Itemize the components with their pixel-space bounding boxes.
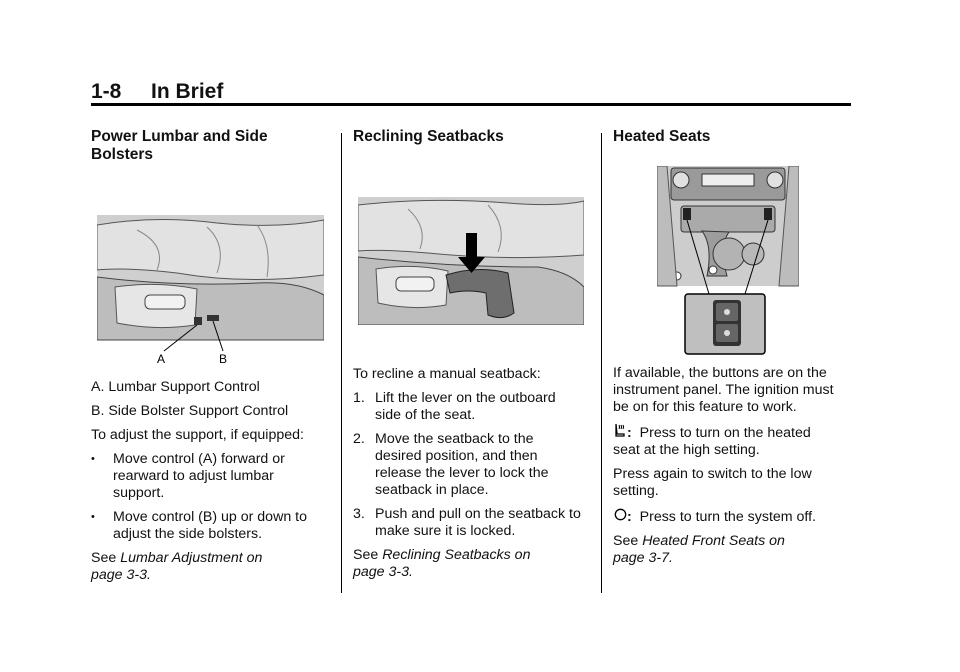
column-lumbar [91, 128, 331, 164]
column-heated [613, 128, 863, 146]
page-number: 1-8 [91, 80, 122, 103]
callout-a: A [157, 352, 166, 365]
heated-reference-link[interactable]: Heated Front Seats on [642, 533, 785, 549]
lumbar-reference-link[interactable]: Lumbar Adjustment on [120, 550, 263, 566]
lumbar-item-a: A. Lumbar Support Control [91, 379, 260, 395]
reclining-seat-illustration [358, 197, 584, 325]
reclining-step-2: 2. Move the seatback to the desired position, and then release the lever to lock the seatback in place. [353, 431, 549, 498]
lumbar-control-a [194, 317, 202, 325]
heated-on-instruction: : Press to turn on the heated seat at the high setting. [613, 425, 811, 458]
lumbar-body [91, 379, 336, 584]
heated-body [613, 365, 863, 567]
lumbar-bullet-1: • Move control (A) forward or rearward to adjust lumbar support. [91, 451, 285, 501]
lumbar-intro: To adjust the support, if equipped: [91, 427, 304, 443]
column-reclining [353, 128, 598, 146]
heated-off-instruction: : Press to turn the system off. [613, 507, 863, 526]
reclining-reference-link[interactable]: Reclining Seatbacks on [382, 547, 531, 563]
heated-again-instruction: Press again to switch to the low setting. [613, 466, 812, 499]
header-rule [91, 103, 851, 106]
section-title: In Brief [151, 80, 224, 103]
heated-seat-icon [613, 423, 627, 441]
bullet-icon: • [91, 511, 95, 523]
callout-b: B [219, 352, 228, 365]
lumbar-see-reference: See Lumbar Adjustment on page 3-3. [91, 550, 263, 583]
heated-heading: Heated Seats [613, 128, 711, 145]
reclining-heading: Reclining Seatbacks [353, 128, 504, 145]
reclining-step-3: 3. Push and pull on the seatback to make sure it is locked. [353, 506, 581, 539]
lumbar-item-b: B. Side Bolster Support Control [91, 403, 289, 419]
heated-seat-panel-illustration [657, 166, 799, 356]
bullet-icon: • [91, 453, 95, 465]
reclining-see-reference: See Reclining Seatbacks on page 3-3. [353, 547, 531, 580]
reclining-intro: To recline a manual seatback: [353, 366, 541, 382]
bolster-control-b [207, 315, 219, 321]
lumbar-heading: Power Lumbar and Side Bolsters [91, 128, 268, 163]
power-off-icon [613, 507, 627, 525]
arrow-shaft [466, 233, 477, 259]
heated-intro: If available, the buttons are on the instrument panel. The ignition must be on for this feature to work. [613, 365, 834, 415]
reclining-body [353, 366, 598, 581]
reclining-step-1: 1. Lift the lever on the outboard side of the seat. [353, 390, 556, 423]
column-divider-2 [601, 133, 602, 593]
lumbar-seat-illustration [97, 215, 324, 365]
heated-see-reference: See Heated Front Seats on page 3-7. [613, 533, 785, 566]
column-divider-1 [341, 133, 342, 593]
lumbar-bullet-2: • Move control (B) up or down to adjust the side bolsters. [91, 509, 307, 542]
